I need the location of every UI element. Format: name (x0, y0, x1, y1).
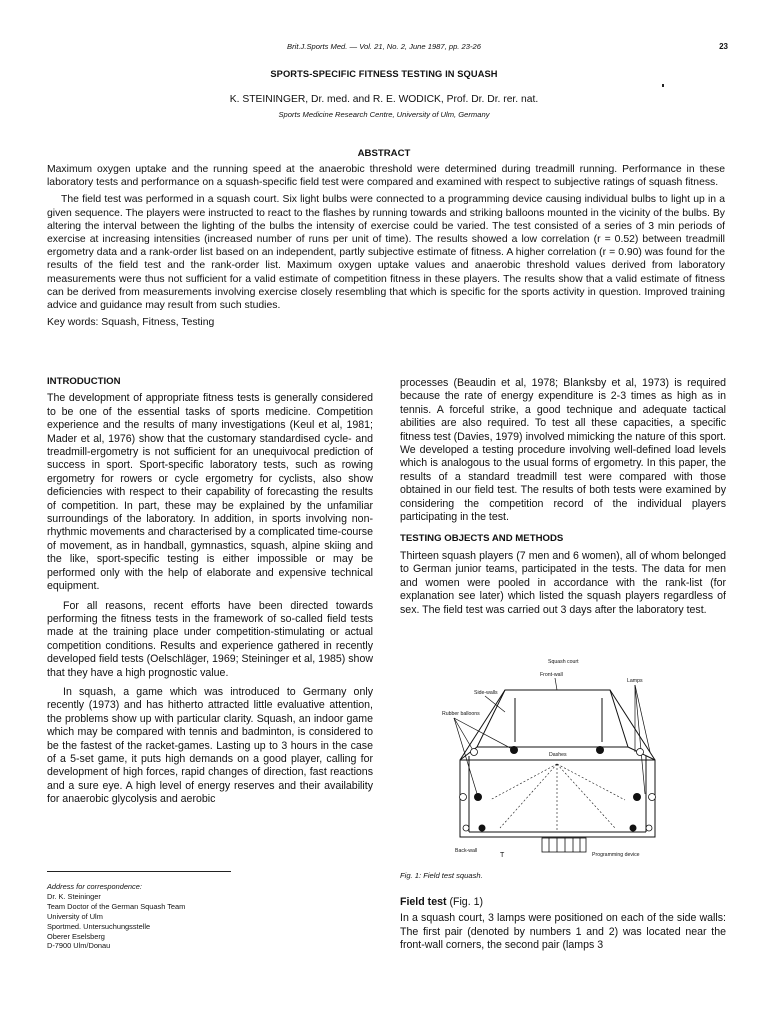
programming-device-icon (542, 838, 586, 852)
abstract-heading: ABSTRACT (357, 148, 411, 159)
address-heading: Address for correspondence: (47, 882, 142, 891)
right-column (400, 377, 726, 623)
field-test-section (400, 896, 726, 953)
affiliation: Sports Medicine Research Centre, University of Ulm, Germany (278, 110, 490, 119)
address-line: Oberer Eselsberg (47, 931, 105, 941)
leader-line (555, 678, 557, 690)
body-paragraph: processes (Beaudin et al, 1978; Blanksby et al, 1973) is required because the rate of energy expenditure is 2-3 times as high as in tennis. A forceful strike, a good technique and adequate tactical abilities are also required. To test all these capacities, a specific fitness test (Davies, 1979) involved mimicking the nature of this sport. We developed a testing procedure involving well-defined load levels which is analogous to the usual forms of ergometry. In this paper, the results of a standard treadmill test were compared with those obtained in our field test. The results of both tests were examined by considering the competition record of the individual players participating in the test. (400, 377, 726, 524)
footnote-rule (47, 871, 231, 872)
leader-line (635, 685, 645, 794)
methods-heading: TESTING OBJECTS AND METHODS (400, 533, 564, 545)
body-paragraph: For all reasons, recent efforts have been directed towards performing the fitness tests in the framework of so-called field tests made at the training place under competition-stimulating or actual competition conditions. Results and experience gathered in recently developed field tests (Oelschläger, 1969; Steininger et al, 1985) show that they have a high prognostic value. (47, 599, 373, 679)
address-line: Sportmed. Untersuchungsstelle (47, 921, 151, 931)
dash-line (557, 764, 615, 828)
lamp-icon (649, 794, 656, 801)
abstract (47, 163, 725, 333)
page-number: 23 (719, 42, 728, 51)
field-test-heading-ref: (Fig. 1) (446, 896, 484, 908)
authors: K. STEININGER, Dr. med. and R. E. WODICK, Prof. Dr. Dr. rer. nat. (229, 94, 539, 105)
rubber-balloon (630, 825, 637, 832)
body-paragraph: In a squash court, 3 lamps were positioned on each of the side walls: The first pair (denoted by numbers 1 and 2) was located near the front-wall corners, the second pair (lamps 3 (400, 912, 726, 952)
address-line: D-7900 Ulm/Donau (47, 941, 111, 951)
figure-caption: Fig. 1: Field test squash. (400, 871, 483, 880)
introduction-heading: INTRODUCTION (47, 376, 121, 387)
lamp-icon (463, 825, 469, 831)
body-paragraph: In squash, a game which was introduced to Germany only recently (1973) and has hitherto attracted little evaluative attention, the problems show up with particular clarity. Squash, an indoor game which may be compared with tennis and badminton, is considered to be the fastest of the racket-games. Lasting up to 3 hours in the case of a 5-set game, it puts high demands on a good player, calling for development of high forces, rapid changes of direction, fast reactions and a sure eye. A high level of energy reserves and their availability for anaerobic glycolysis and aerobic (47, 685, 373, 806)
correspondence-address (47, 882, 307, 951)
label-lamps: Lamps (627, 678, 643, 684)
body-paragraph: Thirteen squash players (7 men and 6 women), all of whom belonged to German junior teams, participated in the tests. The data for men and women were pooled in accordance with the rank-list (for explanation see later) which listed the squash players regardless of sex. The field test was carried out 3 days after the laboratory test. (400, 549, 726, 616)
body-paragraph: The development of appropriate fitness tests is generally considered to be one of the essential tasks of sports medicine. Competition experience and the results of many investigations (Keul et al, 1981; Mader et al, 1976) show that the customary standardised cycle- and treadmill-ergometry is not sufficient for an unequivocal prediction of success in sport. Sport-specific laboratory tests, such as rowing ergometry for rowers or cycle ergometry for cyclists, also show deficiencies with respect to their capability of forecasting the results of competition. In part, these may be explained by the unfamiliar surroundings of the laboratory. In addition, in sports involving non-rhythmic movements and characterised by a complicated time-course of movement, as in handball, gymnastics, squash, alpine skiing and the like, sport-specific testing is either impossible or may be performed only with the help of elaborate and expensive technical equipment. (47, 392, 373, 593)
lamp-icon (471, 749, 478, 756)
left-column (47, 375, 373, 813)
paper-title: SPORTS-SPECIFIC FITNESS TESTING IN SQUASH (270, 69, 498, 79)
leader-line (635, 685, 650, 752)
leader-line (454, 718, 478, 797)
rubber-balloon (633, 793, 641, 801)
address-line: University of Ulm (47, 911, 103, 921)
label-side-walls: Side-walls (474, 690, 498, 696)
lamp-icon (646, 825, 652, 831)
address-line: Team Doctor of the German Squash Team (47, 901, 186, 911)
dash-line (490, 764, 557, 800)
abstract-paragraph: The field test was performed in a squash court. Six light bulbs were connected to a programming device causing individual bulbs to light up in a given sequence. The players were instructed to react to the flashes by running towards and striking balloons mounted in the vicinity of the bulbs. By altering the interval between the lighting of the bulbs the intensity of exercise could be varied. The test consisted of a series of 3 min periods of exercise at increasing intensities (increased number of runs per unit of time). The results showed a low correlation (r = 0.52) between treadmill ergometry data and a rank-order list based on an independent, partly subjective estimate of fitness. A higher correlation (r = 0.90) was found for the results of the field test and the rank-order list. Maximum oxygen uptake values and anaerobic threshold values derived from laboratory measurements were thus not sufficient for a valid estimate of competition fitness in these players. The results show that a valid estimate of fitness can be derived from measurements involving exercise closely resembling that which is specific for the sports activity in question. Improved training advice and guidance may result from such studies. (47, 194, 725, 312)
dash-line (500, 764, 557, 828)
label-squash-court: Squash court (548, 659, 579, 665)
label-front-wall: Front-wall (540, 672, 563, 678)
rubber-balloon (474, 793, 482, 801)
label-rubber-balloons: Rubber balloons (442, 711, 480, 717)
court-floor-outline (460, 760, 655, 837)
lamp-icon (637, 749, 644, 756)
dash-line (557, 764, 625, 800)
label-t-mark: T (500, 852, 505, 859)
address-line: Dr. K. Steininger (47, 891, 101, 901)
rubber-balloon (510, 746, 518, 754)
rubber-balloon (479, 825, 486, 832)
label-dashes: Dashes (549, 752, 567, 758)
keywords: Key words: Squash, Fitness, Testing (47, 317, 215, 329)
rubber-balloon (596, 746, 604, 754)
field-test-heading: Field test (400, 896, 447, 908)
journal-header: Brit.J.Sports Med. — Vol. 21, No. 2, June 1987, pp. 23-26 (287, 42, 481, 51)
abstract-paragraph: Maximum oxygen uptake and the running speed at the anaerobic threshold were determined during treadmill running. Performance in these laboratory tests and performance on a squash-specific field test were compared and examined with respect to subjective ratings of squash fitness. (47, 164, 725, 189)
label-programming-device: Programming device (592, 852, 640, 858)
print-speck (662, 84, 664, 87)
field-test-figure (430, 652, 680, 864)
label-back-wall: Back-wall (455, 848, 478, 854)
lamp-icon (460, 794, 467, 801)
